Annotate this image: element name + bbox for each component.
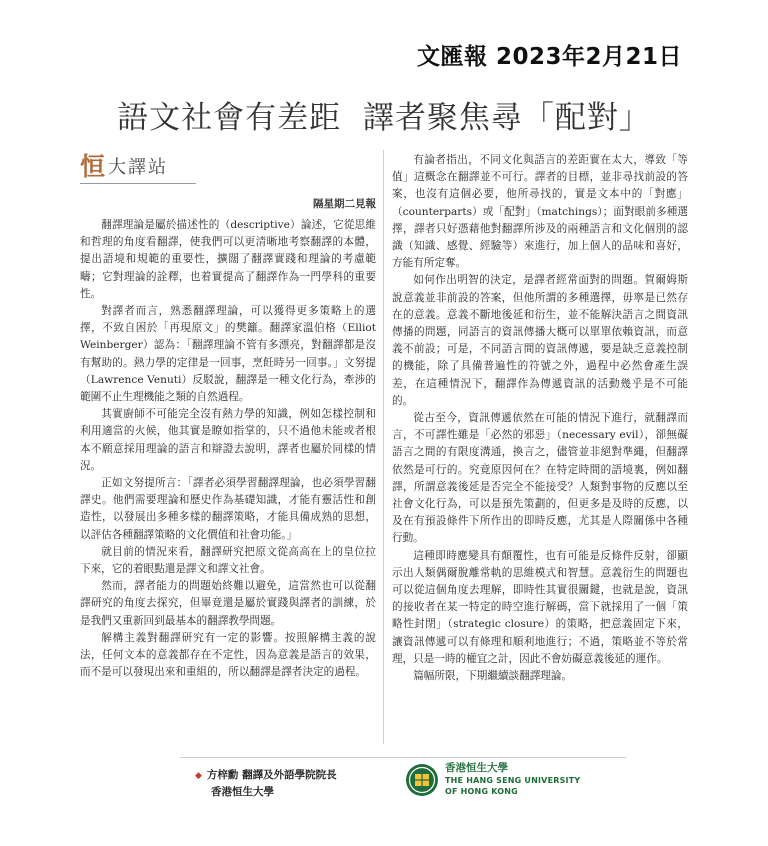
schedule-note: 隔星期二見報 — [313, 198, 376, 210]
left-column — [80, 217, 376, 681]
author-byline — [195, 767, 337, 800]
logo-text — [445, 763, 580, 797]
logo-name-zh: 香港恒生大學 — [445, 762, 508, 774]
paragraph: 如何作出明智的決定，是譯者經常面對的問題。賀爾姆斯說意義並非前設的答案，但他所謂的多種選擇，毋寧是已然存在的意義。意義不斷地後延和衍生，並不能解決語言之間資訊傳播的問題，同語言的資訊傳播大概可以單單依賴資訊，而意義不前設；可是，不同語言間的資訊傳遞，要是缺乏意義控制的機能，除了具備普遍性的符號之外，過程中必然會產生誤差，在這種情況下，翻譯作為傳遞資訊的活動幾乎是不可能的。 — [392, 274, 688, 407]
byline-rule — [180, 757, 626, 758]
headline: 語文社會有差距 譯者聚焦尋「配對」 — [117, 100, 651, 136]
author-affiliation: 香港恒生大學 — [211, 786, 274, 798]
paragraph: 解構主義對翻譯研究有一定的影響。按照解構主義的說法，任何文本的意義都存在不定性，因為意義是語言的效果，而不是可以發現出來和重組的，所以翻譯是譯者決定的過程。 — [80, 631, 376, 679]
masthead-date: 文匯報 2023年2月21日 — [416, 44, 682, 70]
paragraph: 翻譯理論是屬於描述性的（descriptive）論述，它從思維和哲理的角度看翻譯，使我們可以更清晰地考察翻譯的本體，提出語境和規範的重要性，擴闊了翻譯實踐和理論的考慮範疇；它對理論的詮釋，也着實提高了翻譯作為一門學科的重要性。 — [80, 219, 376, 300]
university-emblem-icon — [405, 763, 439, 797]
logo-name-en-1: THE HANG SENG UNIVERSITY — [445, 776, 581, 785]
paragraph: 對譯者而言，熟悉翻譯理論，可以獲得更多策略上的選擇，不致自困於「再現原文」的樊籬。翻譯家溫伯格（Elliot Weinberger）認為：「翻譯理論不管有多漂亮，對翻譯都是沒有幫助的。熱力學的定律是一回事，烹飪時另一回事。」文努提（Lawrence Venuti）反駁說，翻譯是一種文化行為，牽涉的範圍不止生理機能之類的自然過程。 — [80, 305, 376, 404]
paragraph: 其實廚師不可能完全沒有熱力學的知識，例如怎樣控制和利用適當的火候，他其實是瞭如指掌的，只不過他未能或者根本不願意採用理論的語言和辯證去說明，譯者也屬於同樣的情況。 — [80, 408, 376, 472]
author-title: 方梓勳 翻譯及外語學院院長 — [206, 769, 337, 781]
column-name: 大譯站 — [108, 157, 169, 178]
paragraph: 從古至今，資訊傳遞依然在可能的情況下進行，就翻譯而言，不可譯性雖是「必然的邪惡」（necessary evil），卻無礙語言之間的有限度溝通，換言之，儘管並非絕對準繩，但翻譯依然是可行的。究竟原因何在？在特定時間的語境裏，例如翻譯，所謂意義後延是否完全不能接受？人類對事物的反應以至社會文化行為，可以是預先策劃的，但更多是及時的反應，以及在有預設條件下所作出的即時反應，尤其是人際關係中各種行動。 — [392, 412, 688, 545]
right-column — [392, 152, 688, 685]
column-mark: 恒 — [80, 151, 106, 181]
column-brand — [80, 150, 168, 182]
paragraph: 就目前的情況來看，翻譯研究把原文從高高在上的皇位拉下來，它的着眼點還是譯文和譯文社會。 — [80, 545, 376, 576]
logo-name-en-2: OF HONG KONG — [445, 787, 518, 796]
paragraph: 然而，譯者能力的問題始終難以避免，這當然也可以從翻譯研究的角度去探究，但畢竟還是屬於實踐與譯者的訓練，於是我們又重新回到最基本的翻譯教學問題。 — [80, 580, 376, 627]
column-underline — [80, 183, 196, 184]
paragraph: 有論者指出，不同文化與語言的差距實在太大，導致「等值」這概念在翻譯並不可行。譯者的目標，並非尋找前設的答案，也沒有這個必要，他所尋找的，實是文本中的「對應」（counterparts）或「配對」（matchings）；面對眼前多種選擇，譯者只好憑藉他對翻譯所涉及的兩種語言和文化個別的認識（知識、感覺、經驗等）來進行，加上個人的品味和喜好，方能有所定奪。 — [392, 154, 688, 270]
paragraph: 篇幅所限，下期繼續談翻譯理論。 — [413, 670, 573, 683]
paragraph: 正如文努提所言：「譯者必須學習翻譯理論，也必須學習翻譯史。他們需要理論和歷史作為基礎知識，才能有靈活性和創造性，以發展出多種多樣的翻譯策略，才能具備成熟的思想，以評估各種翻譯策略的文化價值和社會功能。」 — [80, 477, 376, 541]
diamond-icon: ◆ — [195, 771, 202, 781]
university-logo — [405, 763, 580, 797]
column-divider — [383, 150, 384, 744]
paragraph: 這種即時應變具有顛覆性，也有可能是反條件反射，卻顯示出人類偶爾脫離常軌的思維模式和智慧。意義衍生的問題也可以從這個角度去理解，即時性其實很關鍵，也就是說，資訊的接收者在某一特定的時空進行解碼，當下就採用了一個「策略性封閉」（strategic closure）的策略，把意義固定下來，讓資訊傳遞可以有條理和順利地進行；不過，策略並不等於常理，只是一時的權宜之計，因此不會妨礙意義後延的運作。 — [392, 549, 688, 665]
